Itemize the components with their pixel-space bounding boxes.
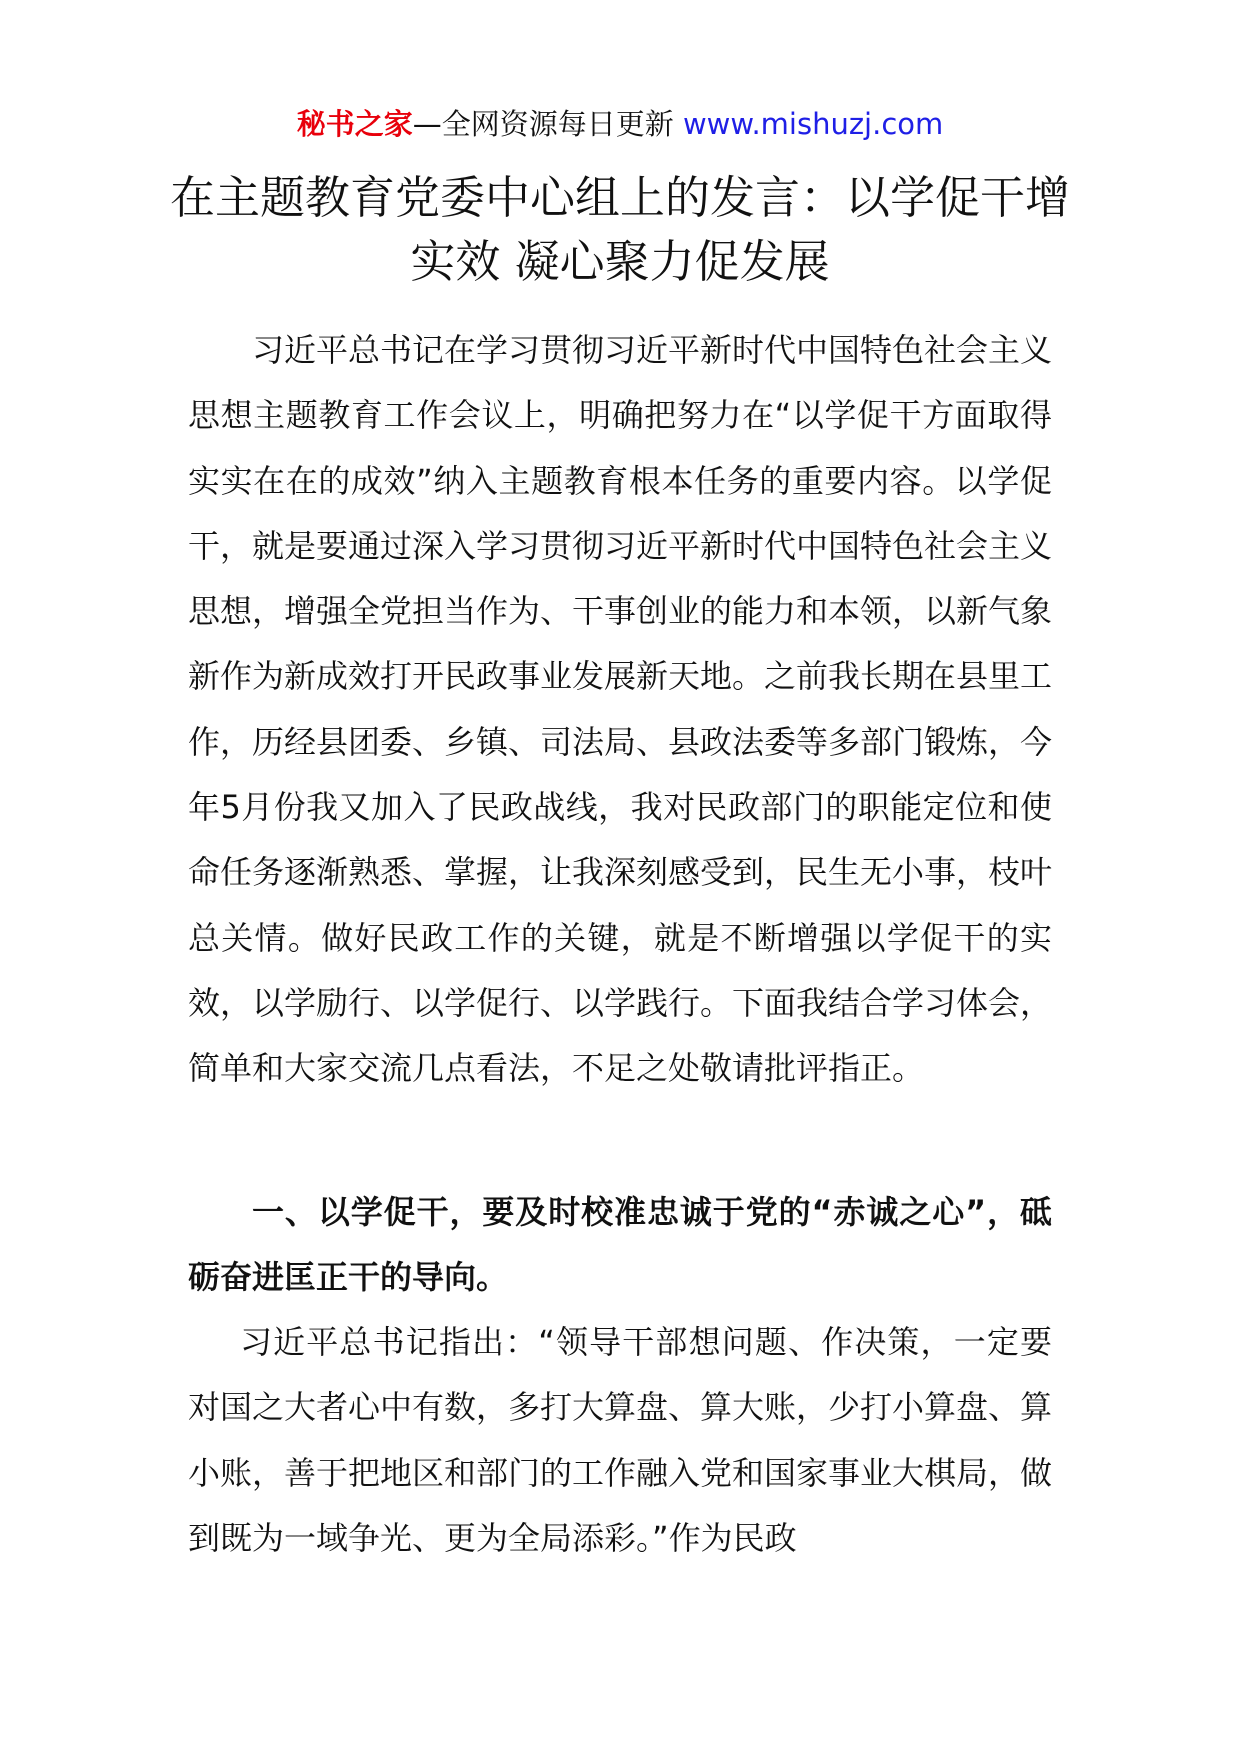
site-url-link[interactable]: www.mishuzj.com [682,107,944,141]
document-title: 在主题教育党委中心组上的发言：以学促干增实效 凝心聚力促发展 [169,171,1070,288]
site-header [0,104,1240,144]
site-brand: 秘书之家 [296,107,413,141]
section-1-paragraph: 习近平总书记指出：“领导干部想问题、作决策，一定要对国之大者心中有数，多打大算盘、算大账，少打小算盘、算小账，善于把地区和部门的工作融入党和国家事业大棋局，做到既为一域争光、更为全局添彩。”作为民政 [188,1323,1053,1557]
site-slogan: —全网资源每日更新 [412,107,674,141]
section-heading-1: 一、以学促干，要及时校准忠诚于党的“赤诚之心”，砥砺奋进匡正干的导向。 [188,1193,1052,1297]
intro-paragraph: 习近平总书记在学习贯彻习近平新时代中国特色社会主义思想主题教育工作会议上，明确把努力在“以学促干方面取得实实在在的成效”纳入主题教育根本任务的重要内容。以学促干，就是要通过深入学习贯彻习近平新时代中国特色社会主义思想，增强全党担当作为、干事创业的能力和本领，以新气象新作为新成效打开民政事业发展新天地。之前我长期在县里工作，历经县团委、乡镇、司法局、县政法委等多部门锻炼，今年5月份我又加入了民政战线，我对民政部门的职能定位和使命任务逐渐熟悉、掌握，让我深刻感受到，民生无小事，枝叶总关情。做好民政工作的关键，就是不断增强以学促干的实效，以学励行、以学促行、以学践行。下面我结合学习体会，简单和大家交流几点看法，不足之处敬请批评指正。 [188,331,1053,1088]
